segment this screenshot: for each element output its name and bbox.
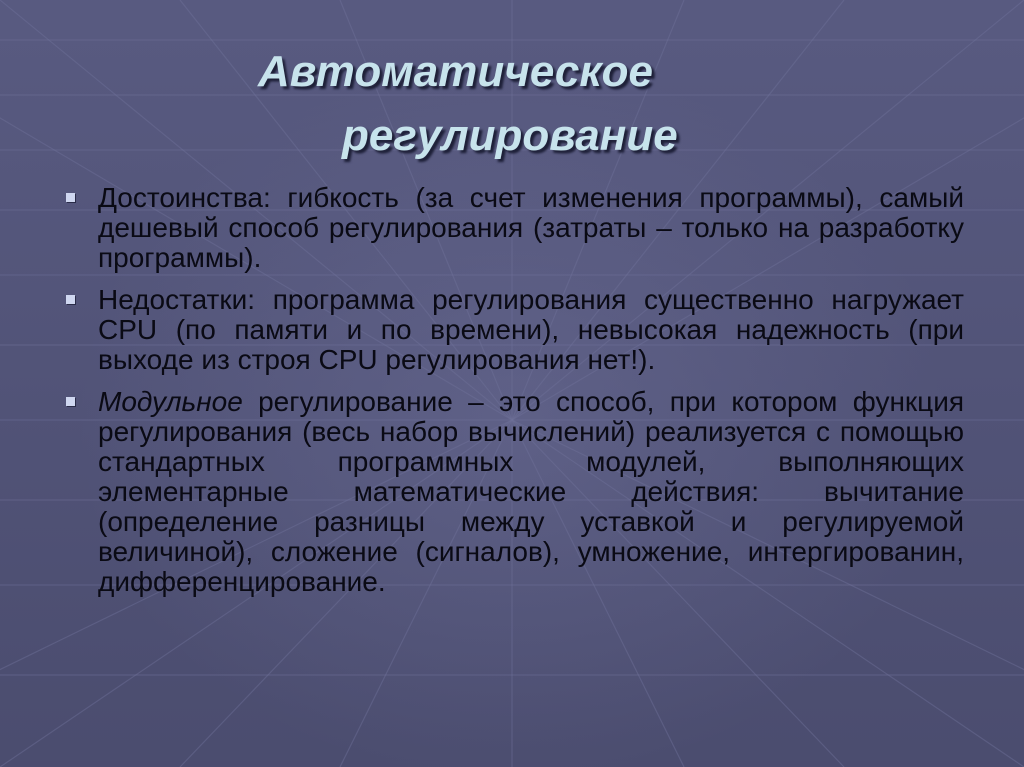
bullet-list [62, 183, 964, 609]
slide-title-line-1: Автоматическое [258, 47, 653, 96]
bullet-disadvantages [62, 285, 964, 375]
bullet-advantages-text: Достоинства: гибкость (за счет изменения программы), самый дешевый способ регулирования (затраты – только на разработку программы). [98, 182, 964, 273]
bullet-advantages [62, 183, 964, 273]
slide-title-line-2: регулирование [342, 111, 678, 160]
bullet-modular-text: регулирование – это способ, при котором функция регулирования (весь набор вычислений) реализуется с помощью стандартных программных модулей, выполняющих элементарные математические действия: вычитание (определение разницы между уставкой и регулируемой величиной), сложение (сигналов), умножение, интергированин, дифференцирование. [98, 386, 964, 597]
square-bullet-icon [66, 193, 75, 202]
square-bullet-icon [66, 397, 75, 406]
bullet-modular [62, 387, 964, 597]
bullet-modular-emphasis: Модульное [98, 386, 243, 417]
bullet-disadvantages-text: Недостатки: программа регулирования существенно нагружает CPU (по памяти и по времени), невысокая надежность (при выходе из строя CPU регулирования нет!). [98, 284, 964, 375]
slide-title [0, 40, 1024, 168]
square-bullet-icon [66, 295, 75, 304]
